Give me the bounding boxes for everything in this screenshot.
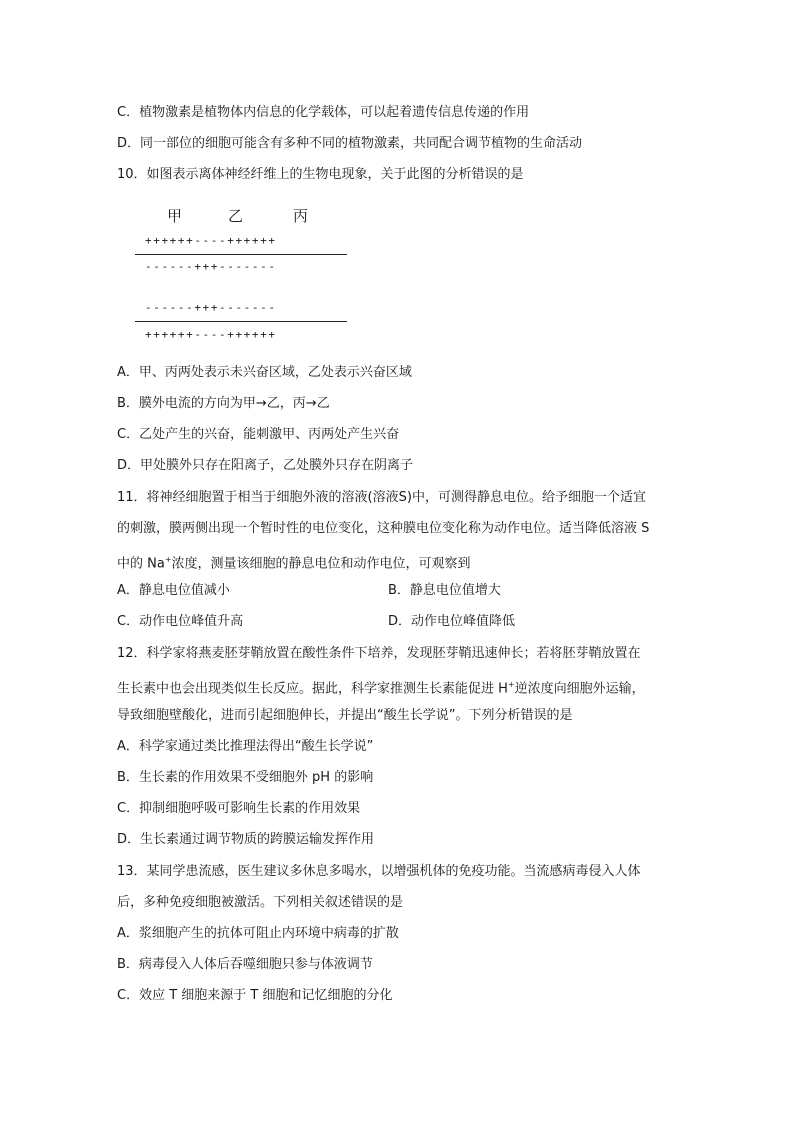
q11-option-b: B．静息电位值增大	[388, 583, 501, 598]
option-d-prev: D．同一部位的细胞可能含有多种不同的植物激素，共同配合调节植物的生命活动	[117, 136, 583, 151]
q13-option-b: B．病毒侵入人体后吞噬细胞只参与体液调节	[117, 957, 373, 972]
label-jia: 甲	[167, 207, 183, 225]
q12-option-b: B．生长素的作用效果不受细胞外 pH 的影响	[117, 770, 374, 785]
outer-charge-row-bottom: ++++++----++++++	[145, 328, 277, 341]
outer-charge-row-top: ++++++----++++++	[145, 234, 277, 247]
question-12-line3: 导致细胞壁酸化，进而引起细胞伸长，并提出“酸生长学说”。下列分析错误的是	[117, 708, 573, 723]
inner-charge-row-bottom: ------+++-------	[145, 301, 277, 314]
question-11-line1: 11．将神经细胞置于相当于细胞外液的溶液(溶液S)中，可测得静息电位。给予细胞一个适宜	[117, 490, 646, 505]
question-13-line2: 后，多种免疫细胞被激活。下列相关叙述错误的是	[117, 895, 404, 910]
q10-option-c: C．乙处产生的兴奋，能刺激甲、丙两处产生兴奋	[117, 427, 400, 442]
q12-option-c: C．抑制细胞呼吸可影响生长素的作用效果	[117, 801, 361, 816]
q12-option-d: D．生长素通过调节物质的跨膜运输发挥作用	[117, 832, 375, 847]
q10-option-a: A．甲、丙两处表示未兴奋区域，乙处表示兴奋区域	[117, 365, 412, 380]
q10-option-d: D．甲处膜外只存在阳离子，乙处膜外只存在阴离子	[117, 458, 414, 473]
membrane-bottom	[135, 321, 347, 322]
q13-option-a: A．浆细胞产生的抗体可阻止内环境中病毒的扩散	[117, 926, 399, 941]
label-bing: 丙	[293, 207, 309, 225]
q11-option-a: A．静息电位值减小	[117, 583, 230, 598]
q11-option-d: D．动作电位峰值降低	[388, 614, 516, 629]
option-c-prev: C．植物激素是植物体内信息的化学载体，可以起着遗传信息传递的作用	[117, 105, 530, 120]
question-11-line3: 中的 Na+浓度，测量该细胞的静息电位和动作电位，可观察到	[117, 555, 471, 572]
membrane-top	[135, 254, 347, 255]
question-11-line2: 的刺激，膜两侧出现一个暂时性的电位变化，这种膜电位变化称为动作电位。适当降低溶液 S	[117, 521, 650, 536]
q11-option-c: C．动作电位峰值升高	[117, 614, 244, 629]
question-10: 10．如图表示离体神经纤维上的生物电现象，关于此图的分析错误的是	[117, 167, 524, 182]
label-yi: 乙	[228, 207, 244, 225]
question-12-line2: 生长素中也会出现类似生长反应。据此，科学家推测生长素能促进 H+逆浓度向细胞外运输，	[117, 680, 645, 697]
question-13-line1: 13．某同学患流感，医生建议多休息多喝水，以增强机体的免疫功能。当流感病毒侵入人体	[117, 864, 641, 879]
inner-charge-row-top: ------+++-------	[145, 260, 277, 273]
q13-option-c: C．效应 T 细胞来源于 T 细胞和记忆细胞的分化	[117, 988, 393, 1003]
question-12-line1: 12．科学家将燕麦胚芽鞘放置在酸性条件下培养，发现胚芽鞘迅速伸长；若将胚芽鞘放置在	[117, 646, 641, 661]
q10-option-b: B．膜外电流的方向为甲→乙，丙→乙	[117, 396, 330, 411]
nerve-fiber-figure	[135, 205, 355, 345]
q12-option-a: A．科学家通过类比推理法得出“酸生长学说”	[117, 739, 374, 754]
